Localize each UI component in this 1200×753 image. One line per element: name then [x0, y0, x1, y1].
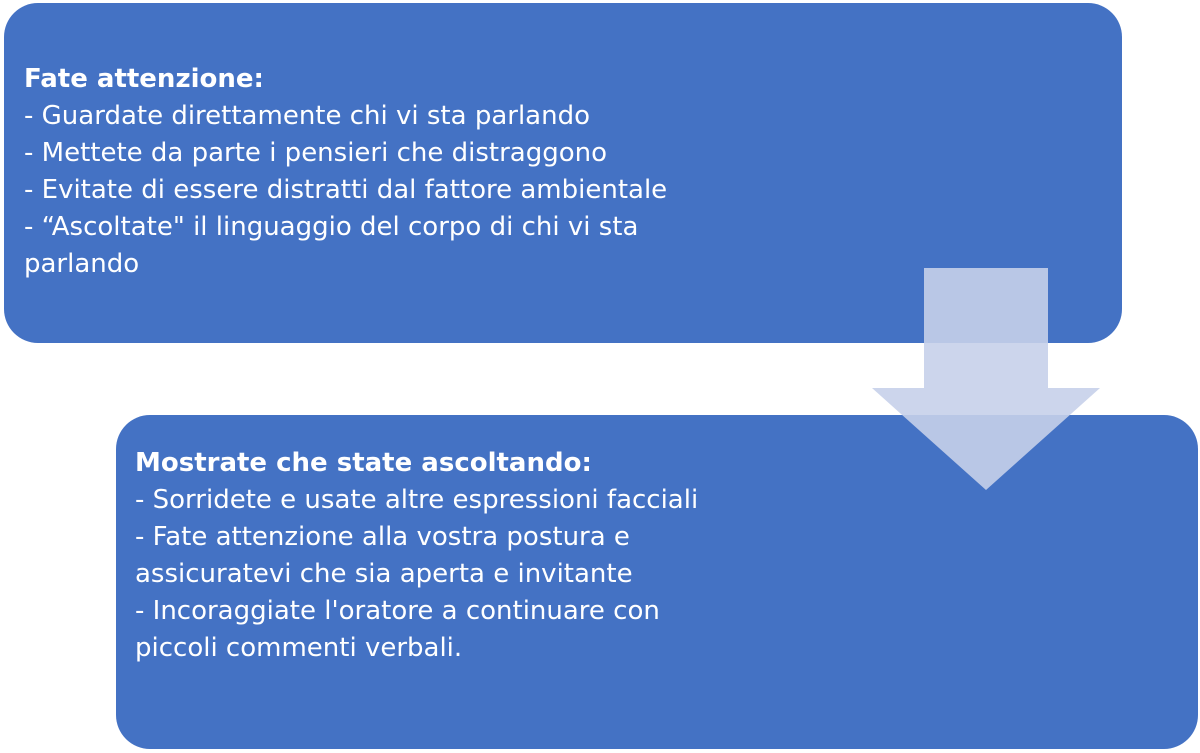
step-box-show-listening-text — [135, 445, 735, 667]
step-item: - Evitate di essere distratti dal fattore ambientale — [24, 175, 668, 205]
step-item: - Sorridete e usate altre espressioni facciali — [135, 485, 699, 515]
step-item: - Guardate direttamente chi vi sta parlando — [24, 101, 590, 131]
step-item: - “Ascoltate" il linguaggio del corpo di chi vi sta parlando — [24, 212, 639, 279]
step-item: - Fate attenzione alla vostra postura e assicuratevi che sia aperta e invitante — [135, 522, 633, 589]
step-box-pay-attention-text — [24, 61, 704, 283]
step-heading: Fate attenzione: — [24, 64, 264, 94]
step-item: - Incoraggiate l'oratore a continuare con piccoli commenti verbali. — [135, 596, 660, 663]
step-heading: Mostrate che state ascoltando: — [135, 448, 592, 478]
step-item: - Mettete da parte i pensieri che distraggono — [24, 138, 608, 168]
down-arrow-icon — [872, 268, 1100, 490]
down-arrow-shape — [872, 268, 1100, 490]
